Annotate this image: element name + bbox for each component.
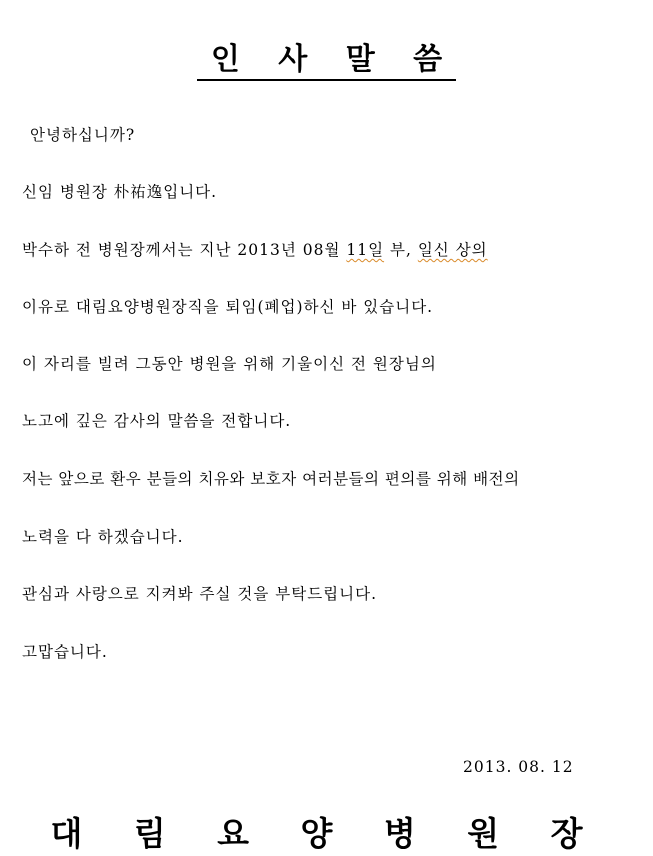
spellcheck-flag-personal[interactable]: 일신 상의 — [417, 241, 488, 259]
document-title — [0, 40, 653, 81]
paragraph-line-3: 이유로 대림요양병원장직을 퇴임(폐업)하신 바 있습니다. — [22, 298, 434, 316]
paragraph-line-6: 저는 앞으로 환우 분들의 치유와 보호자 여러분들의 편의를 위해 배전의 — [22, 470, 520, 488]
document-title-text: 인 사 말 씀 — [197, 43, 456, 81]
signature-hospital-name: 대 림 요 양 병 원 장 — [50, 814, 603, 853]
paragraph-line-8: 관심과 사랑으로 지켜봐 주실 것을 부탁드립니다. — [22, 585, 378, 603]
paragraph-line-7: 노력을 다 하겠습니다. — [22, 528, 184, 546]
greeting-line: 안녕하십니까? — [30, 126, 136, 144]
paragraph-line-2 — [22, 239, 488, 261]
line-2-before: 박수하 전 병원장께서는 지난 2013년 08월 — [22, 241, 347, 259]
paragraph-line-4: 이 자리를 빌려 그동안 병원을 위해 기울이신 전 원장님의 — [22, 355, 437, 373]
paragraph-line-1: 신임 병원장 朴祐逸입니다. — [22, 183, 218, 201]
paragraph-line-9: 고맙습니다. — [22, 643, 108, 661]
line-2-middle: 부, — [384, 241, 418, 259]
paragraph-line-5: 노고에 깊은 감사의 말씀을 전합니다. — [22, 412, 292, 430]
spellcheck-flag-day[interactable]: 11일 — [346, 241, 385, 259]
document-date: 2013. 08. 12 — [463, 758, 574, 776]
